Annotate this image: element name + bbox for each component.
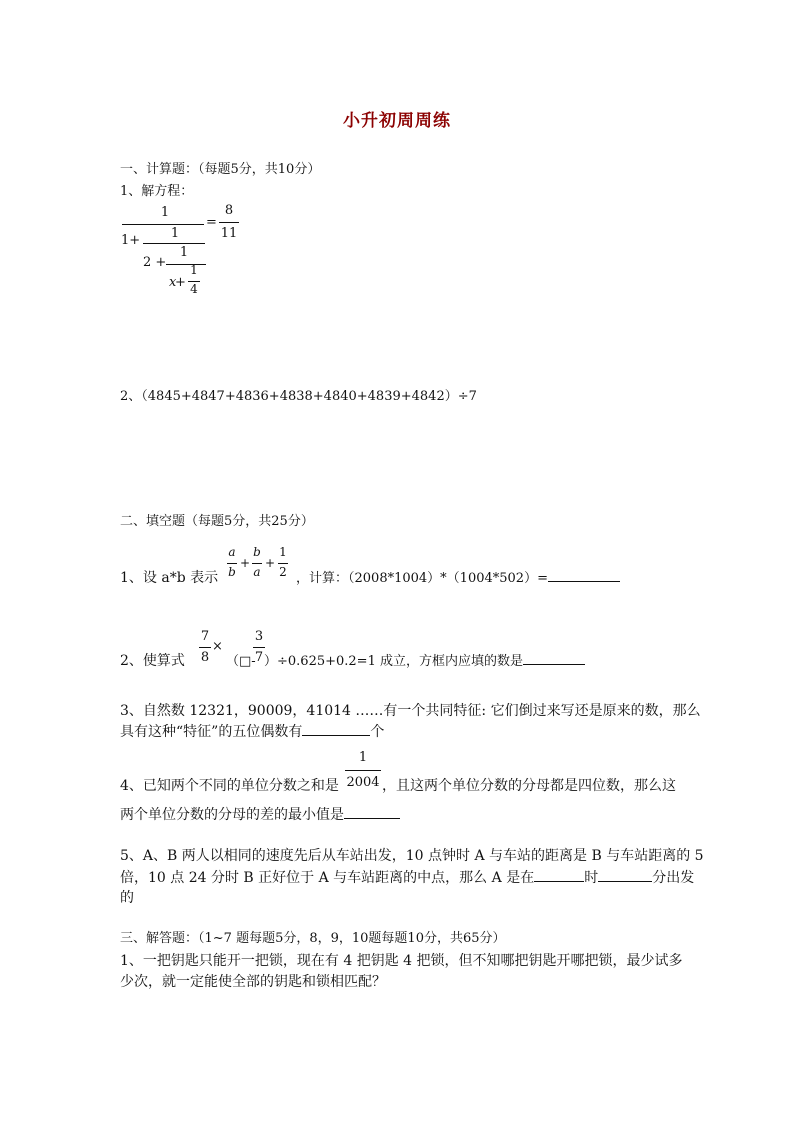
- q3-answer-blank[interactable]: [302, 723, 370, 736]
- q4-answer-blank[interactable]: [344, 806, 400, 819]
- q4-line2: 两个单位分数的分母的差的最小值是: [120, 805, 400, 825]
- q3-line2: 具有这种“特征”的五位偶数有 个: [120, 724, 385, 740]
- q2-answer-blank[interactable]: [523, 652, 585, 665]
- q2-prefix: 2、使算式: [120, 653, 185, 669]
- section2-heading: 二、填空题（每题5分，共25分）: [120, 514, 314, 529]
- rhs-numerator: 8: [224, 203, 234, 218]
- section1-heading: 一、计算题：（每题5分，共10分）: [120, 162, 321, 177]
- q1-frac3-bar: [278, 563, 288, 564]
- q1-plus2: +: [265, 556, 276, 570]
- q1-frac1-den: b: [228, 565, 236, 579]
- q5-line2: 倍，10 点 24 分时 B 正好位于 A 与车站距离的中点，那么 A 是在 时 分出发: [120, 870, 695, 886]
- cf-numerator-1: 1: [160, 205, 170, 220]
- cf-two-plus: 2 +: [143, 255, 167, 270]
- q5-minute-blank[interactable]: [598, 869, 652, 882]
- q1-answer-blank[interactable]: [548, 569, 620, 582]
- cf-numerator-3: 1: [179, 245, 189, 260]
- q2-times: ×: [212, 639, 223, 654]
- q2-frac1-den: 8: [200, 650, 210, 665]
- q4-frac-bar: [345, 770, 381, 771]
- q5-hour-blank[interactable]: [534, 869, 584, 882]
- section1-q2: 2、（4845+4847+4836+4838+4840+4839+4842）÷7: [120, 389, 477, 404]
- cf-plus: +: [175, 275, 186, 290]
- cf-quarter-num: 1: [190, 263, 198, 277]
- q1-frac3-den: 2: [279, 565, 287, 579]
- rhs-denominator: 11: [220, 226, 238, 241]
- rhs-fraction-bar: [219, 222, 239, 223]
- q2-frac2-den: 7: [254, 650, 264, 665]
- q1-frac1-bar: [227, 563, 237, 564]
- section1-q1-label: 1、解方程：: [120, 184, 194, 199]
- q4-suffix: ，且这两个单位分数的分母都是四位数，那么这: [382, 778, 676, 794]
- section3-q1-line1: 1、一把钥匙只能开一把锁，现在有 4 把钥匙 4 把锁，但不知哪把钥匙开哪把锁，最少试多: [120, 953, 683, 969]
- cf-quarter-den: 4: [190, 282, 198, 296]
- q2-frac2-num: 3: [254, 629, 264, 644]
- q1-prefix: 1、设 a*b 表示: [120, 570, 219, 586]
- page-title: 小升初周周练: [343, 111, 451, 131]
- q5-line1: 5、A、B 两人以相同的速度先后从车站出发，10 点钟时 A 与车站的距离是 B 与车站距离的 5: [120, 848, 704, 864]
- q1-plus1: +: [240, 556, 251, 570]
- q4-frac-den: 2004: [346, 775, 380, 790]
- q3-line1: 3、自然数 12321，90009，41014 ……有一个共同特征: 它们倒过来写还是原来的数，那么: [120, 703, 701, 719]
- cf-variable-x: x: [169, 275, 177, 290]
- q2-frac1-num: 7: [200, 629, 210, 644]
- q1-frac2-bar: [252, 563, 262, 564]
- cf-one-plus: 1+: [121, 233, 141, 248]
- q1-frac3-num: 1: [279, 545, 287, 559]
- q1-frac2-num: b: [253, 545, 261, 559]
- q4-prefix: 4、已知两个不同的单位分数之和是: [120, 778, 339, 794]
- q1-frac1-num: a: [228, 545, 236, 559]
- q2-middle: （□-: [226, 654, 256, 669]
- section3-heading: 三、解答题：（1~7 题每题5分，8，9，10题每题10分，共65分）: [120, 931, 506, 946]
- q5-line3: 的: [120, 890, 134, 906]
- q4-frac-num: 1: [358, 750, 368, 765]
- q1-frac2-den: a: [253, 565, 261, 579]
- cf-equals: =: [206, 215, 217, 230]
- q2-suffix: ）÷0.625+0.2=1 成立，方框内应填的数是: [264, 652, 585, 672]
- q1-suffix: ，计算：（2008*1004）*（1004*502）=: [296, 569, 620, 589]
- cf-numerator-2: 1: [170, 226, 180, 241]
- section3-q1-line2: 少次，就一定能使全部的钥匙和锁相匹配？: [120, 974, 386, 990]
